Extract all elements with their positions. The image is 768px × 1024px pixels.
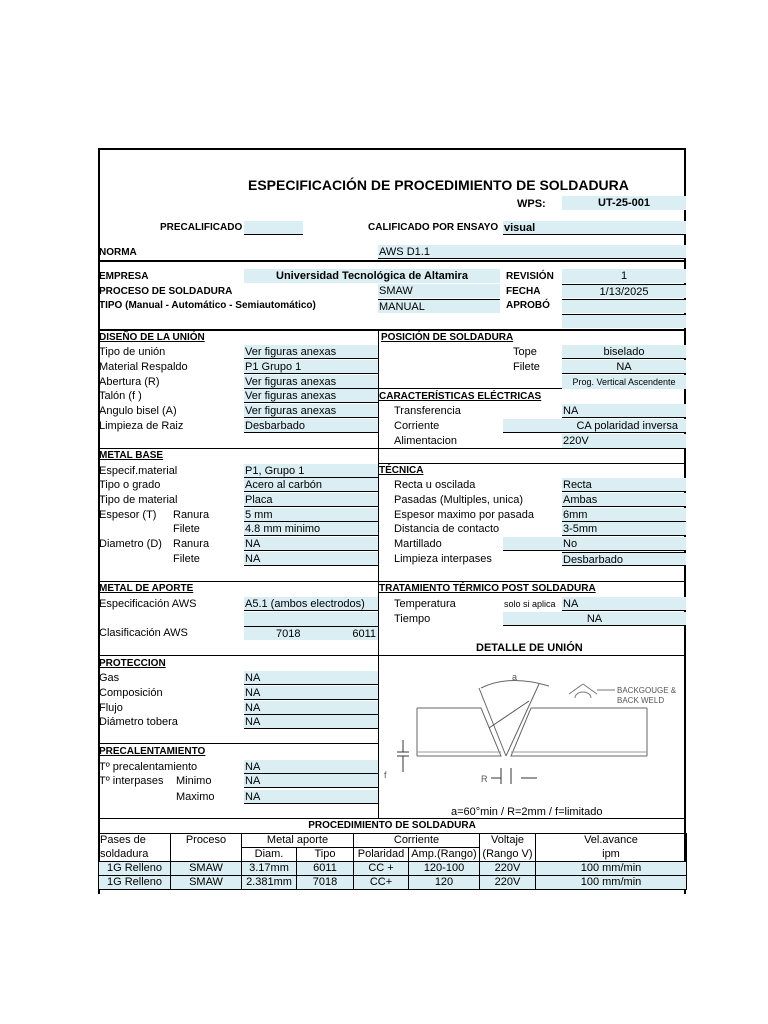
- empresa-value[interactable]: Universidad Tecnológica de Altamira: [244, 269, 500, 283]
- diametro-filete[interactable]: NA: [244, 552, 378, 566]
- diseno-value[interactable]: Ver figuras anexas: [244, 389, 378, 403]
- diametro-label: Diametro (D): [99, 538, 162, 550]
- detalle-heading: DETALLE DE UNIÓN: [476, 642, 583, 654]
- tecnica-value[interactable]: Recta: [562, 478, 686, 492]
- divider: [378, 448, 686, 449]
- tecnica-label: Espesor maximo por pasada: [394, 509, 535, 521]
- divider: [99, 655, 379, 656]
- table-row: [99, 876, 687, 890]
- electricas-label: Transferencia: [394, 405, 461, 417]
- header-cell: Amp.(Rango): [409, 848, 480, 862]
- electricas-heading: CARACTERÍSTICAS ELÉCTRICAS: [379, 391, 542, 402]
- maximo-label: Maximo: [176, 791, 215, 803]
- header-cell: ipm: [536, 848, 687, 862]
- minimo-label: Minimo: [176, 775, 212, 787]
- proteccion-label: Flujo: [99, 702, 123, 714]
- tipo-label: TIPO (Manual - Automático - Semiautomático): [99, 300, 316, 311]
- tecnica-value[interactable]: Ambas: [562, 493, 686, 507]
- empresa-label: EMPRESA: [99, 271, 149, 282]
- material-value[interactable]: Placa: [244, 493, 378, 507]
- table-cell[interactable]: 7018: [297, 876, 354, 890]
- calificado-value[interactable]: visual: [503, 221, 686, 235]
- tecnica-value[interactable]: 3-5mm: [562, 522, 686, 536]
- tratamiento-heading: TRATAMIENTO TÉRMICO POST SOLDADURA: [379, 583, 596, 594]
- proteccion-label: Diámetro tobera: [99, 716, 178, 728]
- header-cell: Corriente: [354, 834, 480, 848]
- aporte-especif-extra[interactable]: [244, 612, 378, 626]
- tecnica-heading: TÉCNICA: [379, 465, 424, 476]
- header-cell: Metal aporte: [242, 834, 354, 848]
- procedimiento-table: [98, 833, 687, 890]
- tipo-value[interactable]: MANUAL: [378, 299, 500, 313]
- electricas-value[interactable]: 220V: [562, 434, 686, 448]
- proteccion-label: Gas: [99, 672, 120, 684]
- grado-label: Tipo o grado: [99, 479, 161, 491]
- backgouge-label: BACKGOUGE &: [617, 686, 677, 695]
- table-cell[interactable]: SMAW: [171, 862, 242, 876]
- table-row: [99, 862, 687, 876]
- table-cell[interactable]: 120-100: [409, 862, 480, 876]
- f-dimension-label: f: [384, 770, 387, 780]
- r-dimension-label: R: [481, 774, 488, 784]
- tecnica-label: Distancia de contacto: [394, 523, 500, 535]
- backweld-label: BACK WELD: [617, 696, 665, 705]
- clasif-a: 7018: [276, 628, 301, 640]
- aprobo-value-extra[interactable]: [562, 314, 686, 328]
- grado-value[interactable]: Acero al carbón: [244, 478, 378, 492]
- table-cell[interactable]: 120: [409, 876, 480, 890]
- table-cell[interactable]: 3.17mm: [242, 862, 297, 876]
- temp-label: Temperatura: [394, 598, 456, 610]
- espesor-filete[interactable]: 4.8 mm minimo: [244, 522, 378, 536]
- header-cell: (Rango V): [480, 848, 536, 862]
- table-cell[interactable]: 220V: [480, 876, 536, 890]
- prog-value[interactable]: Prog. Vertical Ascendente: [562, 375, 686, 389]
- material-label: Tipo de material: [99, 494, 178, 506]
- table-cell[interactable]: 100 mm/min: [536, 876, 687, 890]
- tiempo-label: Tiempo: [394, 613, 431, 625]
- filete-label: Filete: [173, 523, 200, 535]
- electricas-value[interactable]: CA polaridad inversa: [503, 419, 686, 433]
- proceso-label: PROCESO DE SOLDADURA: [99, 286, 233, 297]
- temp-value[interactable]: NA: [562, 597, 686, 611]
- table-header-row: [99, 848, 687, 862]
- norma-label: NORMA: [99, 247, 137, 258]
- wps-value[interactable]: UT-25-001: [562, 196, 686, 210]
- diseno-label: Angulo bisel (A): [99, 405, 177, 417]
- revision-label: REVISIÓN: [506, 271, 554, 282]
- fecha-value[interactable]: 1/13/2025: [562, 284, 686, 298]
- divider: [378, 463, 686, 464]
- maximo-value[interactable]: NA: [244, 790, 378, 804]
- procedimiento-heading: PROCEDIMIENTO DE SOLDADURA: [308, 820, 476, 831]
- aporte-especif-value[interactable]: A5.1 (ambos electrodos): [244, 597, 378, 611]
- proteccion-value[interactable]: NA: [244, 715, 378, 729]
- header-cell: Pases de: [99, 834, 171, 848]
- table-cell[interactable]: 1G Relleno: [99, 862, 171, 876]
- norma-value[interactable]: AWS D1.1: [378, 245, 686, 259]
- ranura-label: Ranura: [173, 509, 210, 521]
- interpases-label: Tº interpases: [99, 775, 164, 787]
- header-cell: [171, 848, 242, 862]
- revision-value[interactable]: 1: [562, 269, 686, 283]
- diseno-value[interactable]: Ver figuras anexas: [244, 375, 378, 389]
- temp-note: solo si aplica: [504, 599, 556, 609]
- tecnica-value[interactable]: Desbarbado: [562, 552, 686, 566]
- tecnica-label: Limpieza interpases: [394, 553, 492, 565]
- page-title: ESPECIFICACIÓN DE PROCEDIMIENTO DE SOLDADURA: [248, 177, 629, 193]
- wps-label: WPS:: [517, 198, 546, 210]
- tiempo-value[interactable]: NA: [503, 612, 686, 626]
- tecnica-value[interactable]: No: [503, 537, 686, 551]
- electricas-label: Alimentacion: [394, 435, 457, 447]
- diseno-label: Tipo de unión: [99, 346, 166, 358]
- header-cell: Proceso: [171, 834, 242, 848]
- diametro-ranura[interactable]: NA: [244, 537, 378, 551]
- aporte-heading: METAL DE APORTE: [99, 583, 194, 594]
- header-cell: Vel.avance: [536, 834, 687, 848]
- electricas-label: Corriente: [394, 420, 440, 432]
- precal-label: Tº precalentamiento: [99, 761, 198, 773]
- diseno-value[interactable]: Ver figuras anexas: [244, 345, 378, 359]
- tope-value[interactable]: biselado: [562, 345, 686, 359]
- table-cell[interactable]: 100 mm/min: [536, 862, 687, 876]
- aporte-especif-label: Especificación AWS: [99, 598, 197, 610]
- diseno-value[interactable]: Desbarbado: [244, 419, 378, 433]
- metal-base-heading: METAL BASE: [99, 450, 164, 461]
- tecnica-label: Pasadas (Multiples, unica): [394, 494, 524, 506]
- detalle-caption: a=60°min / R=2mm / f=limitado: [451, 806, 603, 818]
- tecnica-label: Martillado: [394, 538, 442, 550]
- aprobo-value[interactable]: [562, 299, 686, 313]
- angle-a-label: a: [512, 672, 518, 682]
- proteccion-value[interactable]: NA: [244, 671, 378, 685]
- table-cell[interactable]: 1G Relleno: [99, 876, 171, 890]
- fecha-label: FECHA: [506, 286, 541, 297]
- especif-label: Especif.material: [99, 465, 178, 477]
- tope-label: Tope: [513, 346, 537, 358]
- calificado-label: CALIFICADO POR ENSAYO: [368, 222, 499, 233]
- precalificado-field[interactable]: [244, 221, 303, 235]
- tecnica-label: Recta u oscilada: [394, 479, 476, 491]
- table-cell[interactable]: 2.381mm: [242, 876, 297, 890]
- table-cell[interactable]: 220V: [480, 862, 536, 876]
- diseno-value[interactable]: Ver figuras anexas: [244, 404, 378, 418]
- precal-value[interactable]: NA: [244, 760, 378, 774]
- table-cell[interactable]: SMAW: [171, 876, 242, 890]
- tecnica-value[interactable]: 6mm: [562, 508, 686, 522]
- clasif-field[interactable]: [244, 626, 378, 640]
- header-cell: soldadura: [99, 848, 171, 862]
- proteccion-heading: PROTECCION: [99, 658, 166, 669]
- table-cell[interactable]: CC+: [354, 876, 409, 890]
- proteccion-value[interactable]: NA: [244, 686, 378, 700]
- especif-value[interactable]: P1, Grupo 1: [244, 464, 378, 478]
- filete-label: Filete: [513, 361, 540, 373]
- electricas-value[interactable]: NA: [562, 404, 686, 418]
- clasif-b: 6011: [352, 628, 376, 640]
- header-cell: Polaridad: [354, 848, 409, 862]
- aprobo-label: APROBÓ: [506, 300, 550, 311]
- header-cell: Diam.: [242, 848, 297, 862]
- table-cell[interactable]: 6011: [297, 862, 354, 876]
- divider: [99, 260, 685, 262]
- proteccion-value[interactable]: NA: [244, 701, 378, 715]
- filete-value[interactable]: NA: [562, 360, 686, 374]
- espesor-ranura[interactable]: 5 mm: [244, 508, 378, 522]
- clasif-label: Clasificación AWS: [99, 627, 188, 639]
- diseno-heading: DISEÑO DE LA UNIÓN: [99, 332, 205, 343]
- diseno-label: Limpieza de Raiz: [99, 420, 184, 432]
- header-cell: Voltaje: [480, 834, 536, 848]
- diseno-value[interactable]: P1 Grupo 1: [244, 360, 378, 374]
- joint-detail-diagram: [379, 656, 685, 818]
- espesor-label: Espesor (T): [99, 509, 157, 521]
- precalificado-label: PRECALIFICADO: [160, 222, 243, 233]
- precal-heading: PRECALENTAMIENTO: [99, 746, 206, 757]
- minimo-value[interactable]: NA: [244, 774, 378, 788]
- divider: [99, 743, 379, 744]
- posicion-heading: POSICIÓN DE SOLDADURA: [381, 332, 514, 343]
- proceso-value[interactable]: SMAW: [378, 284, 500, 298]
- header-cell: Tipo: [297, 848, 354, 862]
- diseno-label: Material Respaldo: [99, 361, 188, 373]
- proteccion-label: Composición: [99, 687, 163, 699]
- ranura-label: Ranura: [173, 538, 210, 550]
- table-header-row: [99, 834, 687, 848]
- filete-label: Filete: [173, 553, 200, 565]
- diseno-label: Talón (f ): [99, 390, 142, 402]
- diseno-label: Abertura (R): [99, 376, 160, 388]
- table-cell[interactable]: CC +: [354, 862, 409, 876]
